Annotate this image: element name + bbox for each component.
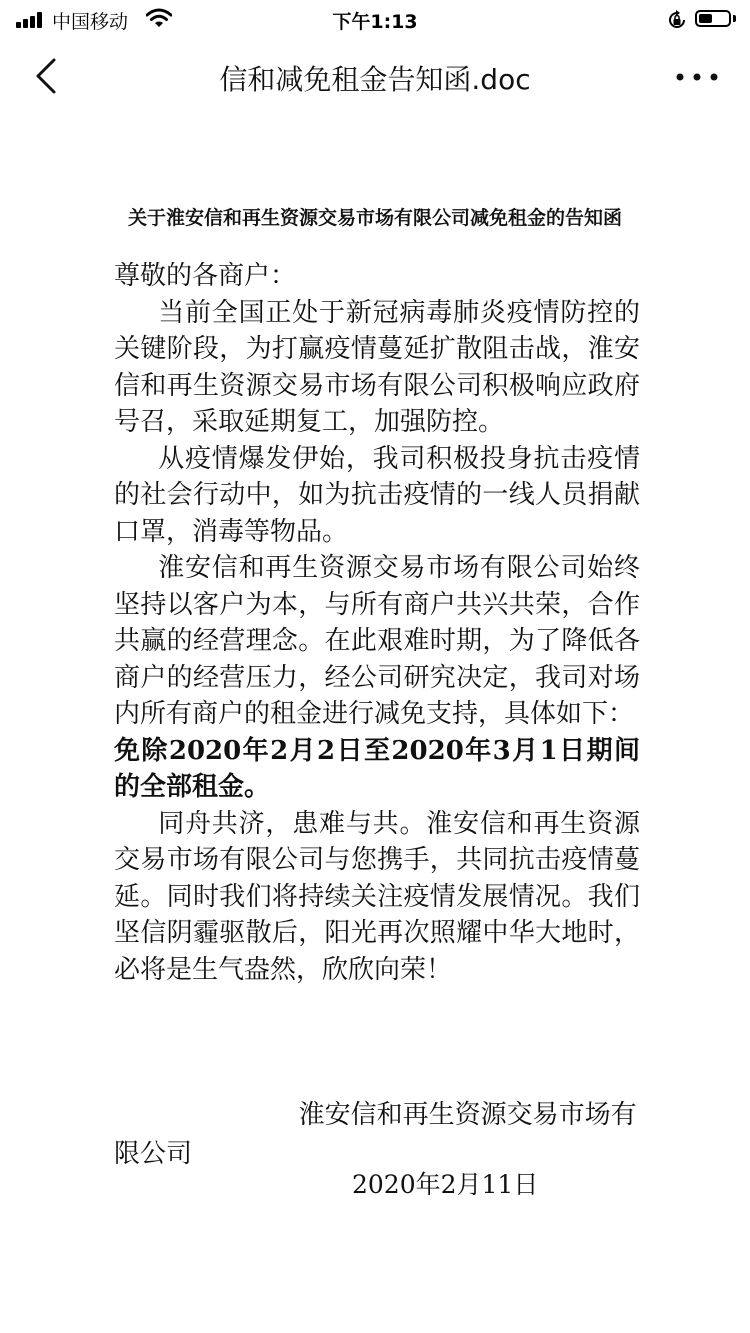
more-button[interactable] [672, 62, 722, 92]
paragraph: 淮安信和再生资源交易市场有限公司始终坚持以客户为本，与所有商户共兴共荣，合作共赢的经营理念。在此艰难时期，为了降低各商户的经营压力，经公司研究决定，我司对场内所有商户的租金进行减免支持，具体如下： [114, 553, 640, 729]
more-dots-icon [677, 74, 718, 81]
closing-paragraph: 同舟共济，患难与共。淮安信和再生资源交易市场有限公司与您携手，共同抗击疫情蔓延。同时我们将持续关注疫情发展情况。我们坚信阴霾驱散后，阳光再次照耀中华大地时，必将是生气盎然，欣欣向荣！ [114, 808, 640, 985]
battery-icon [695, 10, 731, 27]
document-title: 关于淮安信和再生资源交易市场有限公司减免租金的告知函 [127, 207, 622, 229]
signature [114, 1096, 640, 1174]
nav-bar [0, 40, 750, 116]
page-title: 信和减免租金告知函.doc [219, 63, 531, 96]
signature-company: 淮安信和再生资源交易市场有限公司 [114, 1100, 637, 1169]
paragraph: 当前全国正处于新冠病毒肺炎疫情防控的关键阶段，为打赢疫情蔓延扩散阻击战，淮安信和再生资源交易市场有限公司积极响应政府号召，采取延期复工，加强防控。 [114, 297, 640, 437]
document-body [114, 258, 640, 988]
orientation-lock-icon [666, 9, 688, 31]
signature-date: 2020年2月11日 [352, 1170, 539, 1199]
salutation: 尊敬的各商户： [114, 261, 297, 291]
battery-cap [733, 15, 736, 22]
status-bar [0, 0, 750, 40]
battery-level [699, 14, 712, 23]
rent-exemption-notice: 免除2020年2月2日至2020年3月1日期间的全部租金。 [114, 735, 640, 802]
paragraph: 从疫情爆发伊始，我司积极投身抗击疫情的社会行动中，如为抗击疫情的一线人员捐献口罩，消毒等物品。 [114, 443, 640, 547]
clock: 下午1:13 [332, 11, 418, 33]
carrier-name: 中国移动 [52, 11, 129, 33]
